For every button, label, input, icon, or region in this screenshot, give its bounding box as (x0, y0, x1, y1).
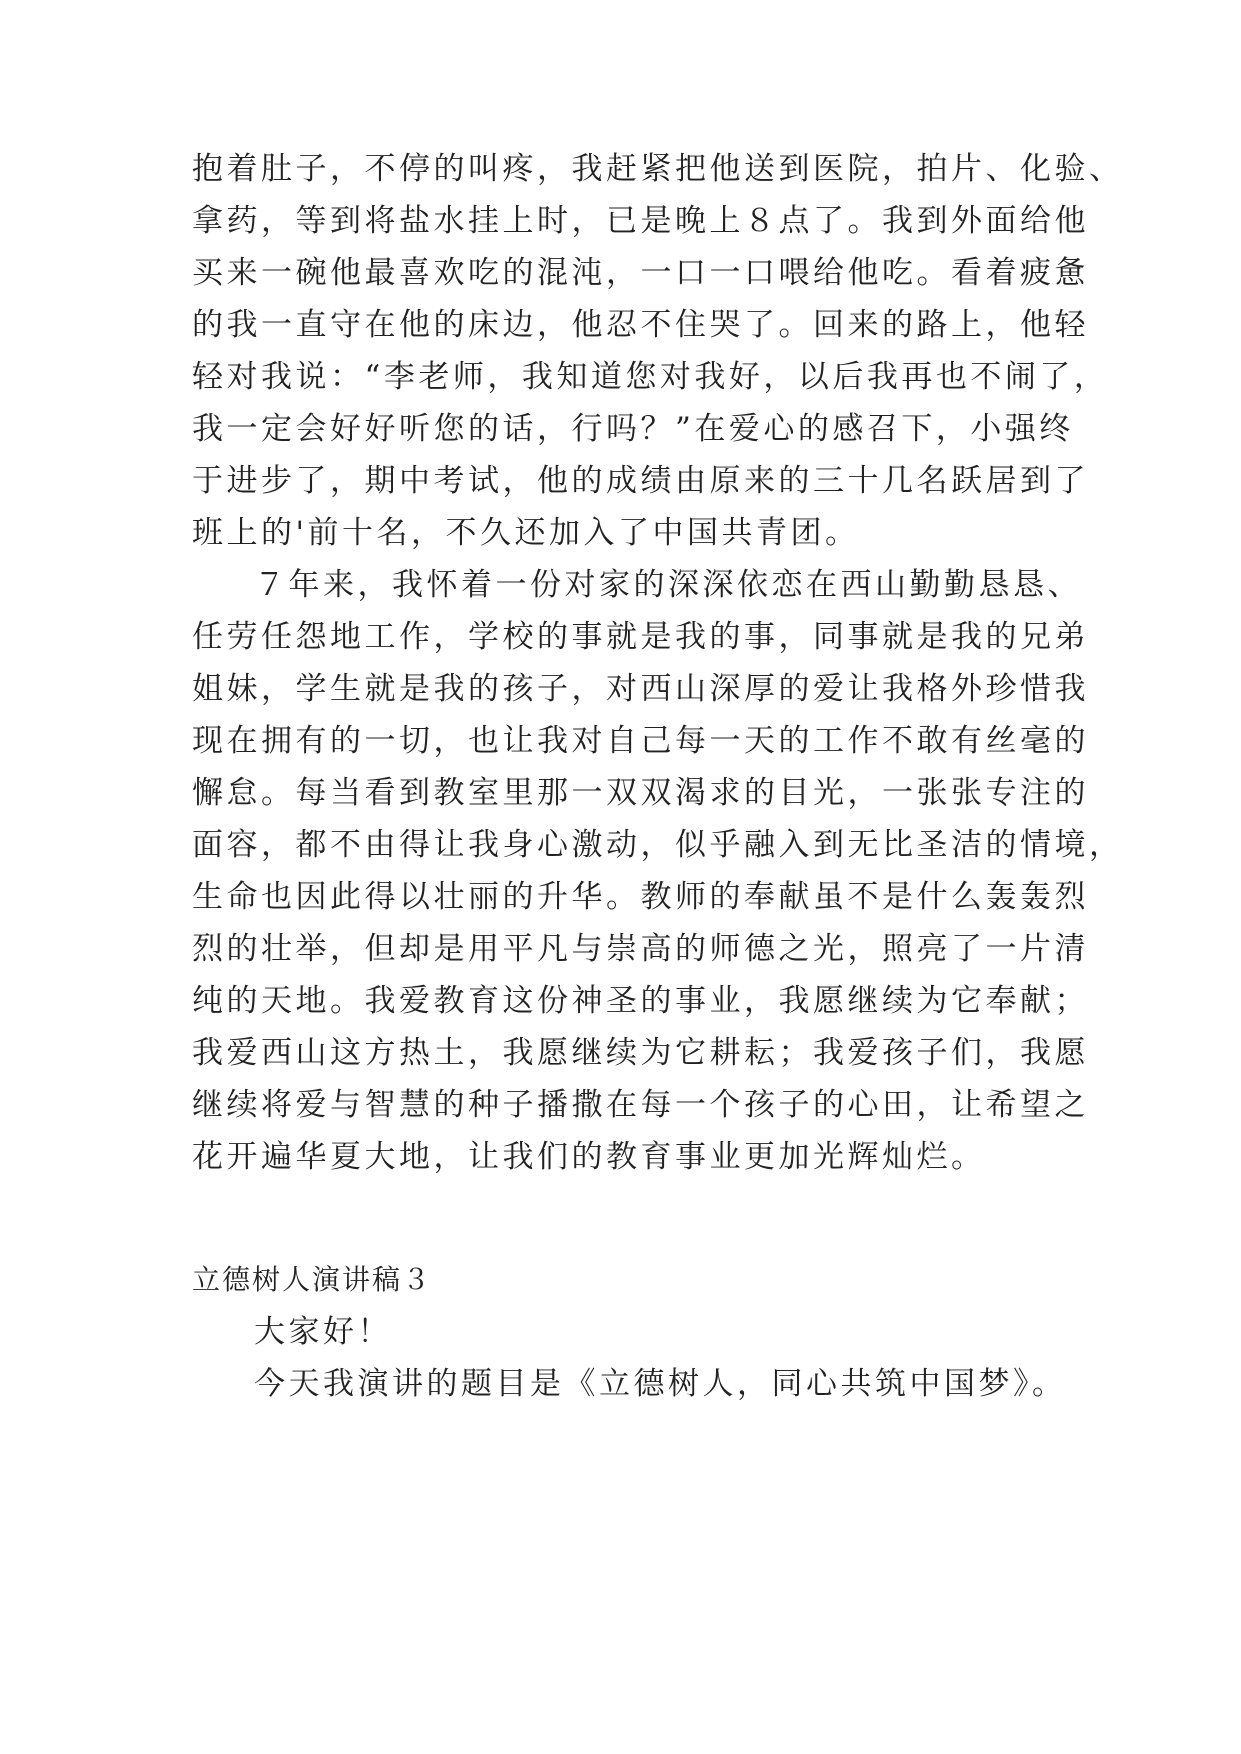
section-heading: 立德树人演讲稿３ (192, 1263, 433, 1296)
paragraph-line: ７年来，我怀着一份对家的深深依恋在西山勤勤恳恳、 (254, 567, 1082, 603)
paragraph-line: 任劳任怨地工作，学校的事就是我的事，同事就是我的兄弟 (192, 619, 1089, 655)
paragraph-line: 拿药，等到将盐水挂上时，已是晚上８点了。我到外面给他 (192, 203, 1089, 239)
paragraph-line: 于进步了，期中考试，他的成绩由原来的三十几名跃居到了 (192, 463, 1089, 499)
paragraph-line: 抱着肚子，不停的叫疼，我赶紧把他送到医院，拍片、化验、 (192, 151, 1124, 187)
paragraph-line: 轻对我说：“李老师，我知道您对我好，以后我再也不闹了， (192, 359, 1109, 395)
intro-line: 今天我演讲的题目是《立德树人，同心共筑中国梦》。 (254, 1366, 1067, 1402)
paragraph-line: 生命也因此得以壮丽的升华。教师的奉献虽不是什么轰轰烈 (192, 879, 1089, 915)
paragraph-line: 买来一碗他最喜欢吃的混沌，一口一口喂给他吃。看着疲惫 (192, 255, 1089, 291)
paragraph-line: 纯的天地。我爱教育这份神圣的事业，我愿继续为它奉献； (192, 983, 1089, 1019)
paragraph-line: 烈的壮举，但却是用平凡与崇高的师德之光，照亮了一片清 (192, 931, 1089, 967)
greeting-line: 大家好！ (254, 1314, 392, 1350)
paragraph-line: 现在拥有的一切，也让我对自己每一天的工作不敢有丝毫的 (192, 723, 1089, 759)
paragraph-line: 面容，都不由得让我身心激动，似乎融入到无比圣洁的情境， (192, 827, 1124, 863)
paragraph-line: 班上的'前十名，不久还加入了中国共青团。 (192, 515, 860, 551)
paragraph-line: 姐妹，学生就是我的孩子，对西山深厚的爱让我格外珍惜我 (192, 671, 1089, 707)
paragraph-line: 懈怠。每当看到教室里那一双双渴求的目光，一张张专注的 (192, 775, 1089, 811)
paragraph-line: 我一定会好好听您的话，行吗？”在爱心的感召下，小强终 (192, 411, 1074, 447)
paragraph-line: 继续将爱与智慧的种子播撒在每一个孩子的心田，让希望之 (192, 1087, 1089, 1123)
paragraph-line: 的我一直守在他的床边，他忍不住哭了。回来的路上，他轻 (192, 307, 1089, 343)
paragraph-line: 花开遍华夏大地，让我们的教育事业更加光辉灿烂。 (192, 1139, 986, 1175)
paragraph-line: 我爱西山这方热土，我愿继续为它耕耘；我爱孩子们，我愿 (192, 1035, 1089, 1071)
